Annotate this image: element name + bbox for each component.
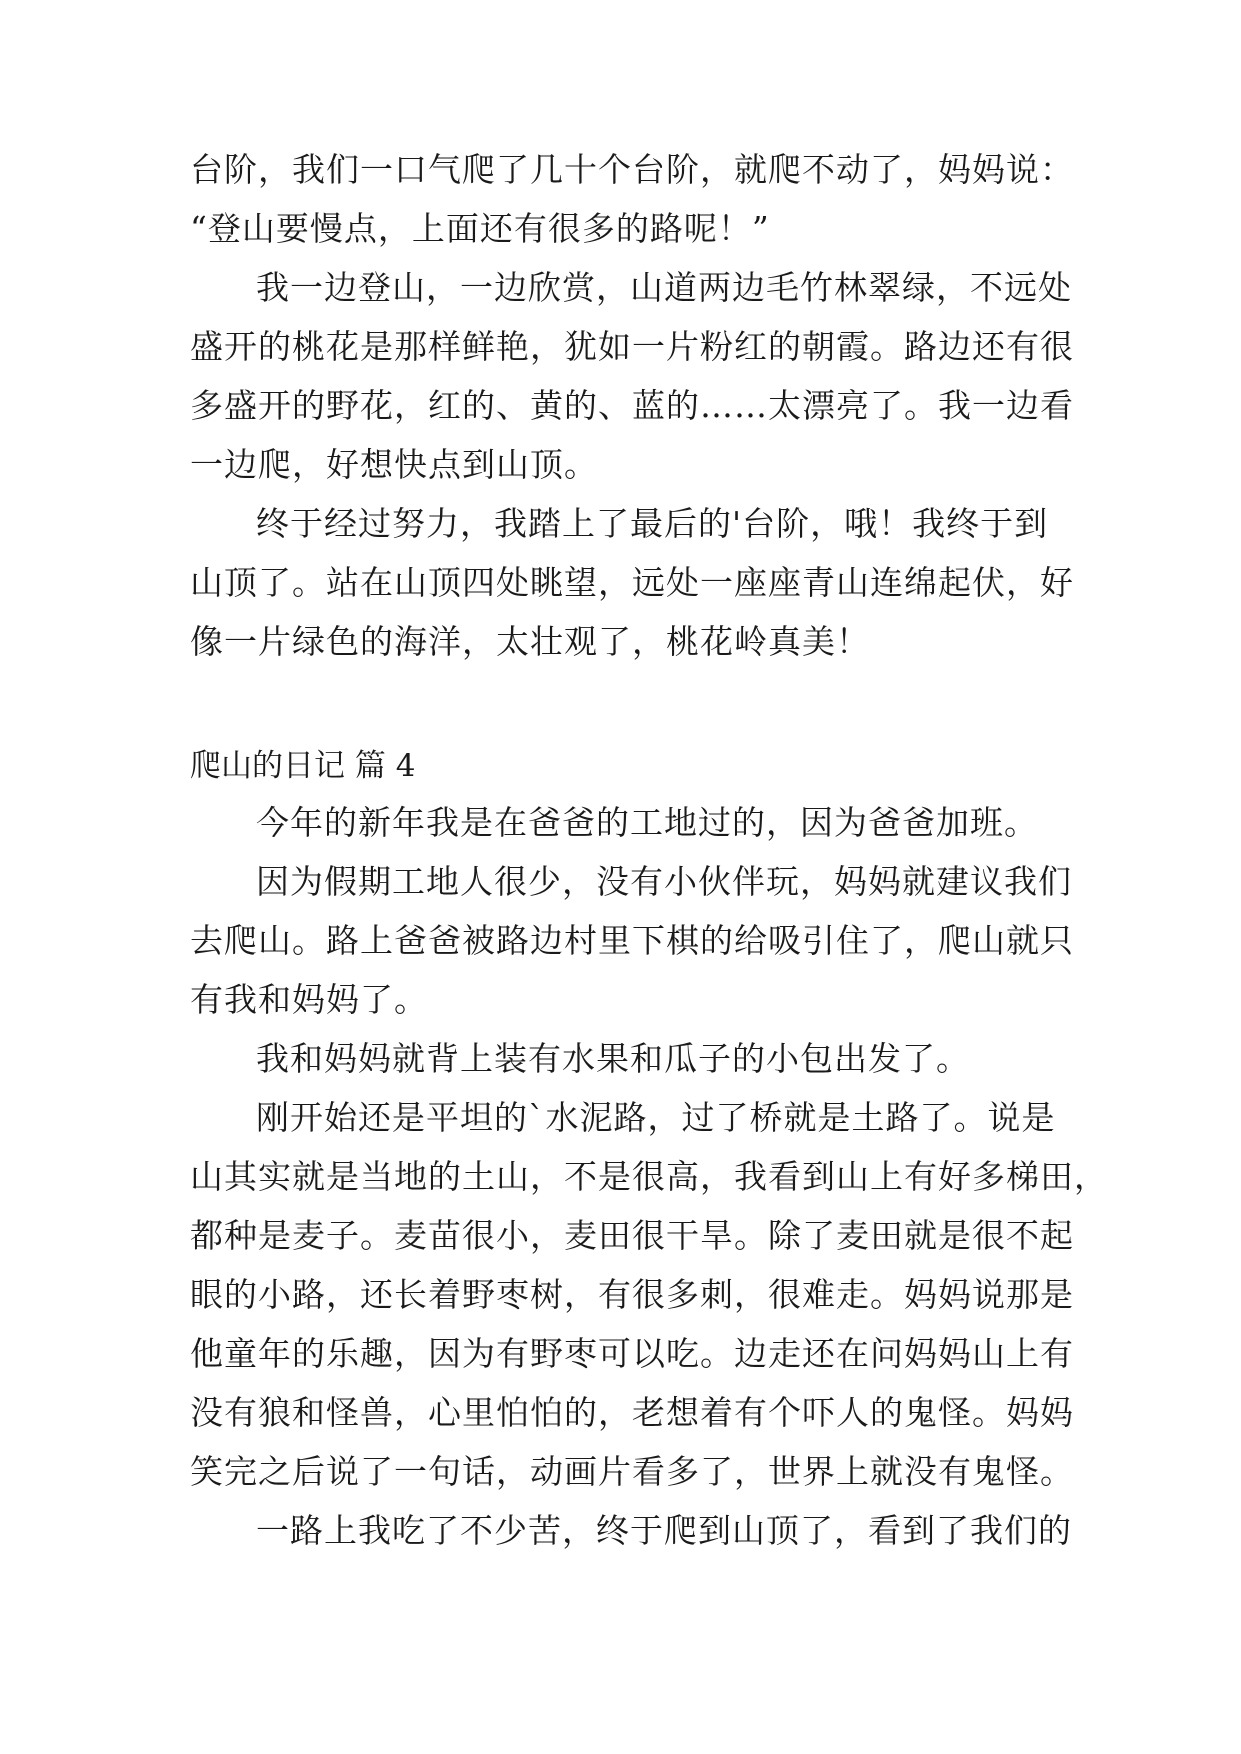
text-line: 一边爬，好想快点到山顶。 [190,445,598,484]
text-line: 盛开的桃花是那样鲜艳，犹如一片粉红的朝霞。路边还有很 [190,327,1074,366]
text-line: 今年的新年我是在爸爸的工地过的，因为爸爸加班。 [256,803,1038,842]
text-line: 像一片绿色的海洋，太壮观了，桃花岭真美！ [190,622,870,661]
section-a [190,140,1074,671]
text-line: 多盛开的野花，红的、黄的、蓝的……太漂亮了。我一边看 [190,386,1074,425]
paragraph [190,258,1074,494]
text-line: 眼的小路，还长着野枣树，有很多刺，很难走。妈妈说那是 [190,1275,1074,1314]
paragraph [190,852,1074,1029]
text-line: 山其实就是当地的土山，不是很高，我看到山上有好多梯田， [190,1157,1108,1196]
text-line: 没有狼和怪兽，心里怕怕的，老想着有个吓人的鬼怪。妈妈 [190,1393,1074,1432]
text-line: 我一边登山，一边欣赏，山道两边毛竹林翠绿，不远处 [256,268,1072,307]
text-line: 去爬山。路上爸爸被路边村里下棋的给吸引住了，爬山就只 [190,921,1074,960]
section-b [190,793,1108,1560]
paragraph [190,1501,1072,1560]
paragraph [190,1088,1108,1501]
text-line: 有我和妈妈了。 [190,980,428,1019]
paragraph [190,494,1074,671]
paragraph [190,140,1074,258]
text-line: 他童年的乐趣，因为有野枣可以吃。边走还在问妈妈山上有 [190,1334,1074,1373]
text-line: 台阶，我们一口气爬了几十个台阶，就爬不动了，妈妈说： [190,150,1074,189]
section-b-heading [190,746,1065,786]
text-line: 终于经过努力，我踏上了最后的'台阶，哦！我终于到 [256,504,1049,543]
section-title: 爬山的日记 篇 4 [190,748,416,784]
paragraph [190,1029,1065,1088]
text-line: 刚开始还是平坦的`水泥路，过了桥就是土路了。说是 [256,1098,1056,1137]
text-line: 山顶了。站在山顶四处眺望，远处一座座青山连绵起伏，好 [190,563,1074,602]
text-line: 因为假期工地人很少，没有小伙伴玩，妈妈就建议我们 [256,862,1072,901]
text-line: 都种是麦子。麦苗很小，麦田很干旱。除了麦田就是很不起 [190,1216,1074,1255]
text-line: 我和妈妈就背上装有水果和瓜子的小包出发了。 [256,1039,970,1078]
text-line: 一路上我吃了不少苦，终于爬到山顶了，看到了我们的 [256,1511,1072,1550]
paragraph [190,793,1065,852]
text-line: 笑完之后说了一句话，动画片看多了，世界上就没有鬼怪。 [190,1452,1074,1491]
text-line: “登山要慢点，上面还有很多的路呢！” [190,209,770,248]
